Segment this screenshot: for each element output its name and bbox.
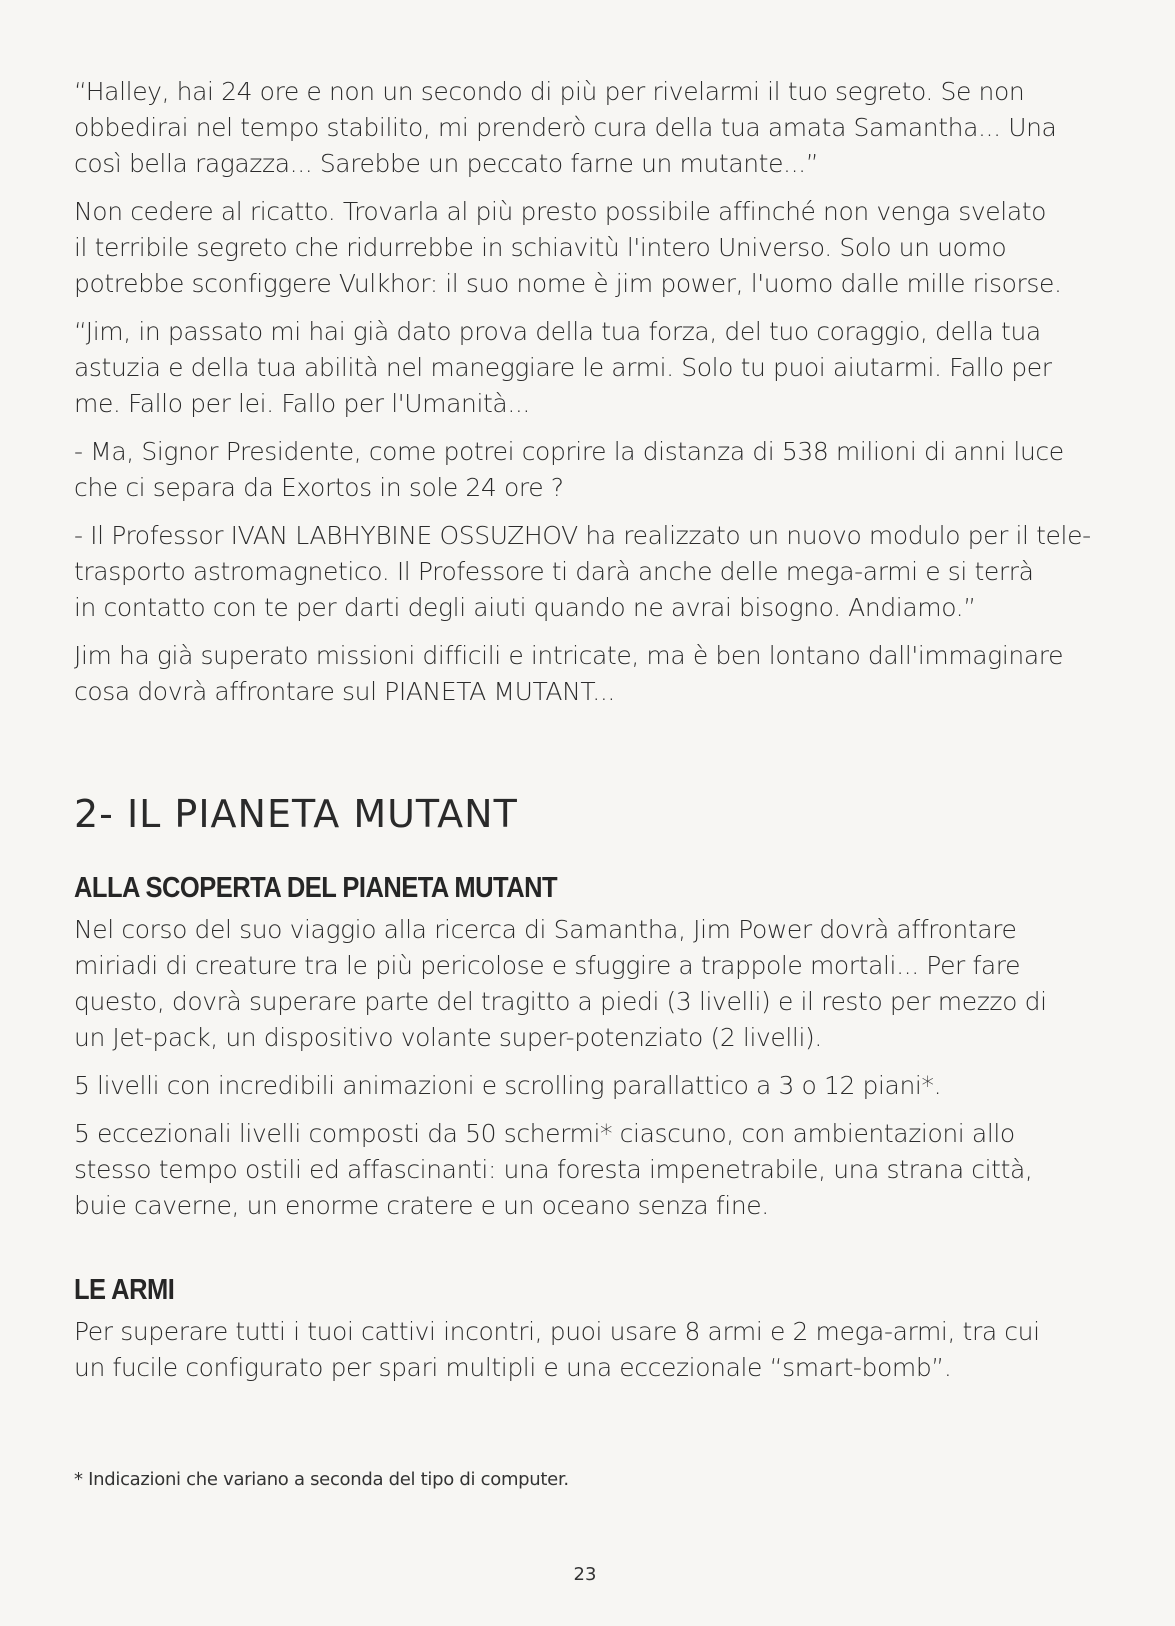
- text-line: me. Fallo per lei. Fallo per l'Umanità...: [74, 389, 530, 418]
- text-line: che ci separa da Exortos in sole 24 ore ?: [74, 473, 564, 502]
- discover-paragraph-2: [74, 1068, 1096, 1104]
- text-line: “Halley, hai 24 ore e non un secondo di più per rivelarmi il tuo segreto. Se non: [74, 77, 1025, 106]
- text-line: un Jet-pack, un dispositivo volante super-potenziato (2 livelli).: [74, 1023, 822, 1052]
- text-line: - Il Professor IVAN LABHYBINE OSSUZHOV ha realizzato un nuovo modulo per il tele-: [74, 521, 1091, 550]
- text-line: in contatto con te per darti degli aiuti quando ne avrai bisogno. Andiamo.”: [74, 593, 976, 622]
- discover-paragraph-1: [74, 912, 1096, 1056]
- text-line: Per superare tutti i tuoi cattivi incontri, puoi usare 8 armi e 2 mega-armi, tra cui: [74, 1317, 1040, 1346]
- document-page: [74, 74, 1096, 1614]
- text-line: 5 eccezionali livelli composti da 50 schermi* ciascuno, con ambientazioni allo: [74, 1119, 1015, 1148]
- intro-paragraph-4: [74, 434, 1096, 506]
- subheading-weapons: LE ARMI: [74, 1274, 175, 1306]
- text-line: potrebbe sconfiggere Vulkhor: il suo nome è jim power, l'uomo dalle mille risorse.: [74, 269, 1062, 298]
- intro-paragraph-3: [74, 314, 1096, 422]
- text-line: stesso tempo ostili ed affascinanti: una foresta impenetrabile, una strana città,: [74, 1155, 1033, 1184]
- page-number: 23: [573, 1564, 597, 1585]
- text-line: questo, dovrà superare parte del tragitto a piedi (3 livelli) e il resto per mezzo di: [74, 987, 1047, 1016]
- text-line: obbedirai nel tempo stabilito, mi prenderò cura della tua amata Samantha... Una: [74, 113, 1057, 142]
- discover-paragraph-3: [74, 1116, 1096, 1224]
- text-line: - Ma, Signor Presidente, come potrei coprire la distanza di 538 milioni di anni luce: [74, 437, 1064, 466]
- text-line: 5 livelli con incredibili animazioni e scrolling parallattico a 3 o 12 piani*.: [74, 1071, 942, 1100]
- intro-paragraph-1: [74, 74, 1096, 182]
- text-line: trasporto astromagnetico. Il Professore ti darà anche delle mega-armi e si terrà: [74, 557, 1034, 586]
- text-line: Nel corso del suo viaggio alla ricerca di Samantha, Jim Power dovrà affrontare: [74, 915, 1017, 944]
- text-line: così bella ragazza... Sarebbe un peccato farne un mutante...”: [74, 149, 819, 178]
- text-line: Non cedere al ricatto. Trovarla al più presto possibile affinché non venga svelato: [74, 197, 1047, 226]
- footnote: * Indicazioni che variano a seconda del tipo di computer.: [74, 1469, 569, 1490]
- intro-paragraph-5: [74, 518, 1096, 626]
- text-line: il terribile segreto che ridurrebbe in schiavitù l'intero Universo. Solo un uomo: [74, 233, 1007, 262]
- text-line: cosa dovrà affrontare sul PIANETA MUTANT...: [74, 677, 615, 706]
- text-line: Jim ha già superato missioni difficili e intricate, ma è ben lontano dall'immaginare: [74, 641, 1064, 670]
- text-line: buie caverne, un enorme cratere e un oceano senza fine.: [74, 1191, 769, 1220]
- intro-paragraph-2: [74, 194, 1096, 302]
- text-line: miriadi di creature tra le più pericolose e sfuggire a trappole mortali... Per fare: [74, 951, 1021, 980]
- subheading-discover: ALLA SCOPERTA DEL PIANETA MUTANT: [74, 872, 558, 904]
- text-line: un fucile configurato per spari multipli e una eccezionale “smart-bomb”.: [74, 1353, 952, 1382]
- text-line: astuzia e della tua abilità nel maneggiare le armi. Solo tu puoi aiutarmi. Fallo per: [74, 353, 1052, 382]
- weapons-paragraph-1: [74, 1314, 1096, 1386]
- section-title: 2- IL PIANETA MUTANT: [74, 792, 518, 836]
- text-line: “Jim, in passato mi hai già dato prova della tua forza, del tuo coraggio, della tua: [74, 317, 1041, 346]
- intro-paragraph-6: [74, 638, 1096, 710]
